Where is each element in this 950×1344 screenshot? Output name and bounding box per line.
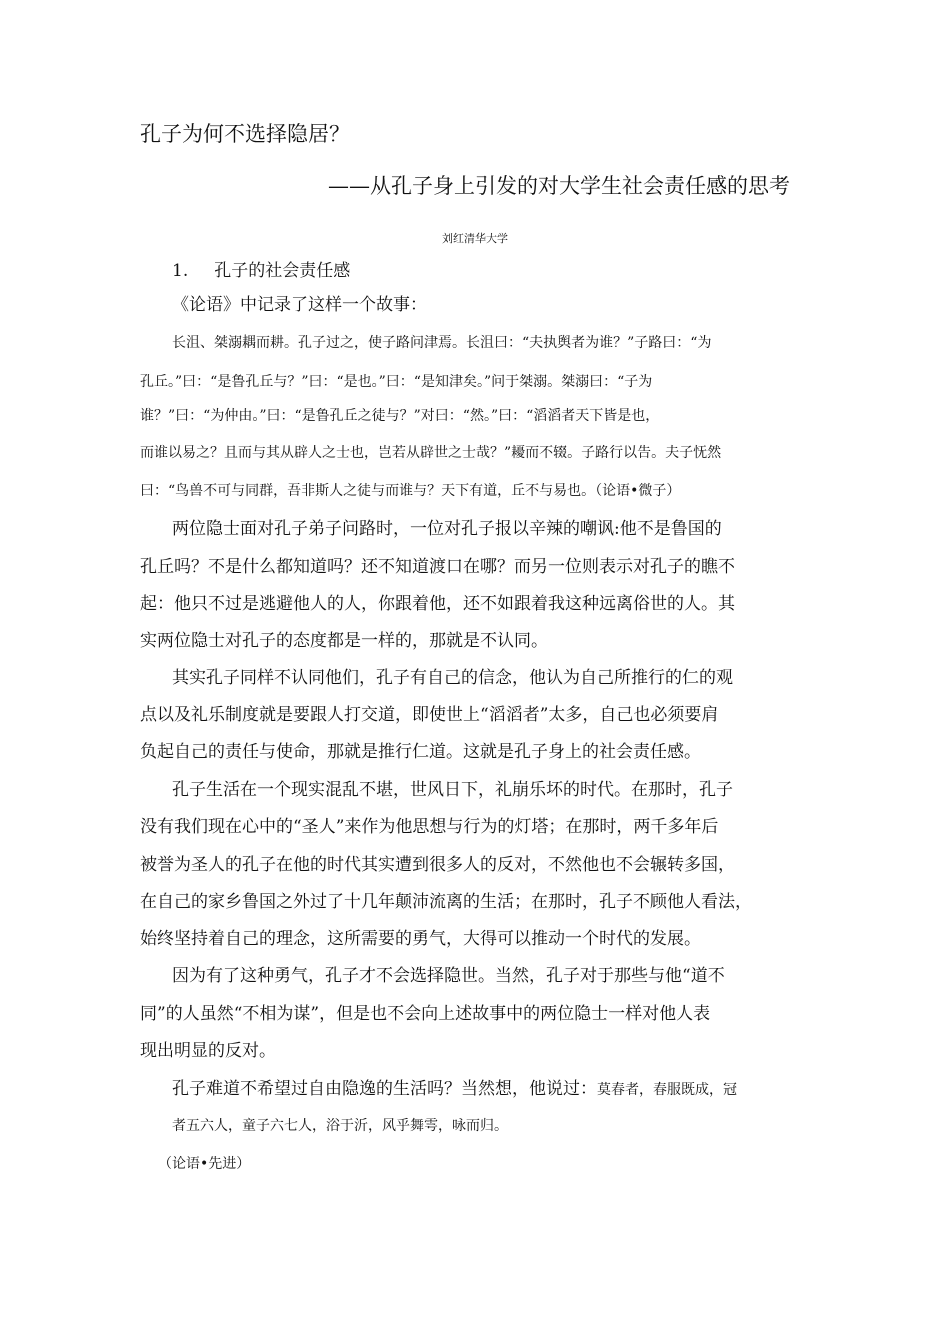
- paragraph-line: 点以及礼乐制度就是要跟人打交道，即使世上“滔滔者”太多，自己也必须要肩: [140, 705, 719, 725]
- paragraph-line: 被誉为圣人的孔子在他的时代其实遭到很多人的反对，不然他也不会辗转多国，: [140, 855, 735, 875]
- paragraph-line: 两位隐士面对孔子弟子问路时，一位对孔子报以辛辣的嘲讽:他不是鲁国的: [172, 519, 722, 539]
- paragraph-line: 孔丘吗？不是什么都知道吗？还不知道渡口在哪？而另一位则表示对孔子的瞧不: [140, 557, 735, 577]
- paragraph-line: 因为有了这种勇气，孔子才不会选择隐世。当然，孔子对于那些与他“道不: [172, 966, 725, 986]
- section-heading: [172, 256, 350, 281]
- paragraph-lead: 孔子难道不希望过自由隐逸的生活吗？当然想，他说过：: [172, 1079, 597, 1099]
- paragraph-line: 负起自己的责任与使命，那就是推行仁道。这就是孔子身上的社会责任感。: [140, 742, 701, 762]
- document-subtitle: ——从孔子身上引发的对大学生社会责任感的思考: [328, 174, 790, 198]
- intro-paragraph: 《论语》中记录了这样一个故事：: [172, 295, 427, 315]
- author-line: 刘红清华大学: [442, 232, 508, 245]
- citation-source: （论语•先进）: [158, 1156, 251, 1172]
- section-title: 孔子的社会责任感: [214, 261, 351, 281]
- paragraph-line: 同”的人虽然“不相为谋”，但是也不会向上述故事中的两位隐士一样对他人表: [140, 1004, 711, 1024]
- paragraph-line: [172, 1074, 737, 1099]
- quote-line: 而谁以易之？且而与其从辟人之士也，岂若从辟世之士哉？”耰而不辍。子路行以告。夫子怃然: [140, 445, 722, 461]
- paragraph-line: 实两位隐士对孔子的态度都是一样的，那就是不认同。: [140, 631, 548, 651]
- quote-line: 曰：“鸟兽不可与同群，吾非斯人之徒与而谁与？天下有道，丘不与易也。（论语•微子）: [140, 483, 681, 499]
- paragraph-line: 起：他只不过是逃避他人的人，你跟着他，还不如跟着我这种远离俗世的人。其: [140, 594, 735, 614]
- paragraph-line: 始终坚持着自己的理念，这所需要的勇气，大得可以推动一个时代的发展。: [140, 929, 701, 949]
- inline-quote: 莫春者，春服既成，冠: [597, 1082, 737, 1098]
- paragraph-line: 其实孔子同样不认同他们，孔子有自己的信念，他认为自己所推行的仁的观: [172, 668, 733, 688]
- document-title: 孔子为何不选择隐居？: [140, 122, 350, 146]
- quote-line: 长沮、桀溺耦而耕。孔子过之，使子路问津焉。长沮曰：“夫执舆者为谁？”子路曰：“为: [172, 335, 712, 351]
- quote-line: 谁？”曰：“为仲由。”曰：“是鲁孔丘之徒与？”对曰：“然。”曰：“滔滔者天下皆是也，: [140, 408, 660, 424]
- paragraph-line: 现出明显的反对。: [140, 1041, 276, 1061]
- quote-line: 者五六人，童子六七人，浴于沂，风乎舞雩，咏而归。: [172, 1118, 508, 1134]
- section-number: 1.: [172, 261, 189, 281]
- paragraph-line: 孔子生活在一个现实混乱不堪，世风日下，礼崩乐坏的时代。在那时，孔子: [172, 780, 733, 800]
- paragraph-line: 在自己的家乡鲁国之外过了十几年颠沛流离的生活；在那时，孔子不顾他人看法，: [140, 892, 752, 912]
- paragraph-line: 没有我们现在心中的“圣人”来作为他思想与行为的灯塔；在那时，两千多年后: [140, 817, 719, 837]
- quote-line: 孔丘。”曰：“是鲁孔丘与？”曰：“是也。”曰：“是知津矣。”问于桀溺。桀溺曰：“子为: [140, 374, 653, 390]
